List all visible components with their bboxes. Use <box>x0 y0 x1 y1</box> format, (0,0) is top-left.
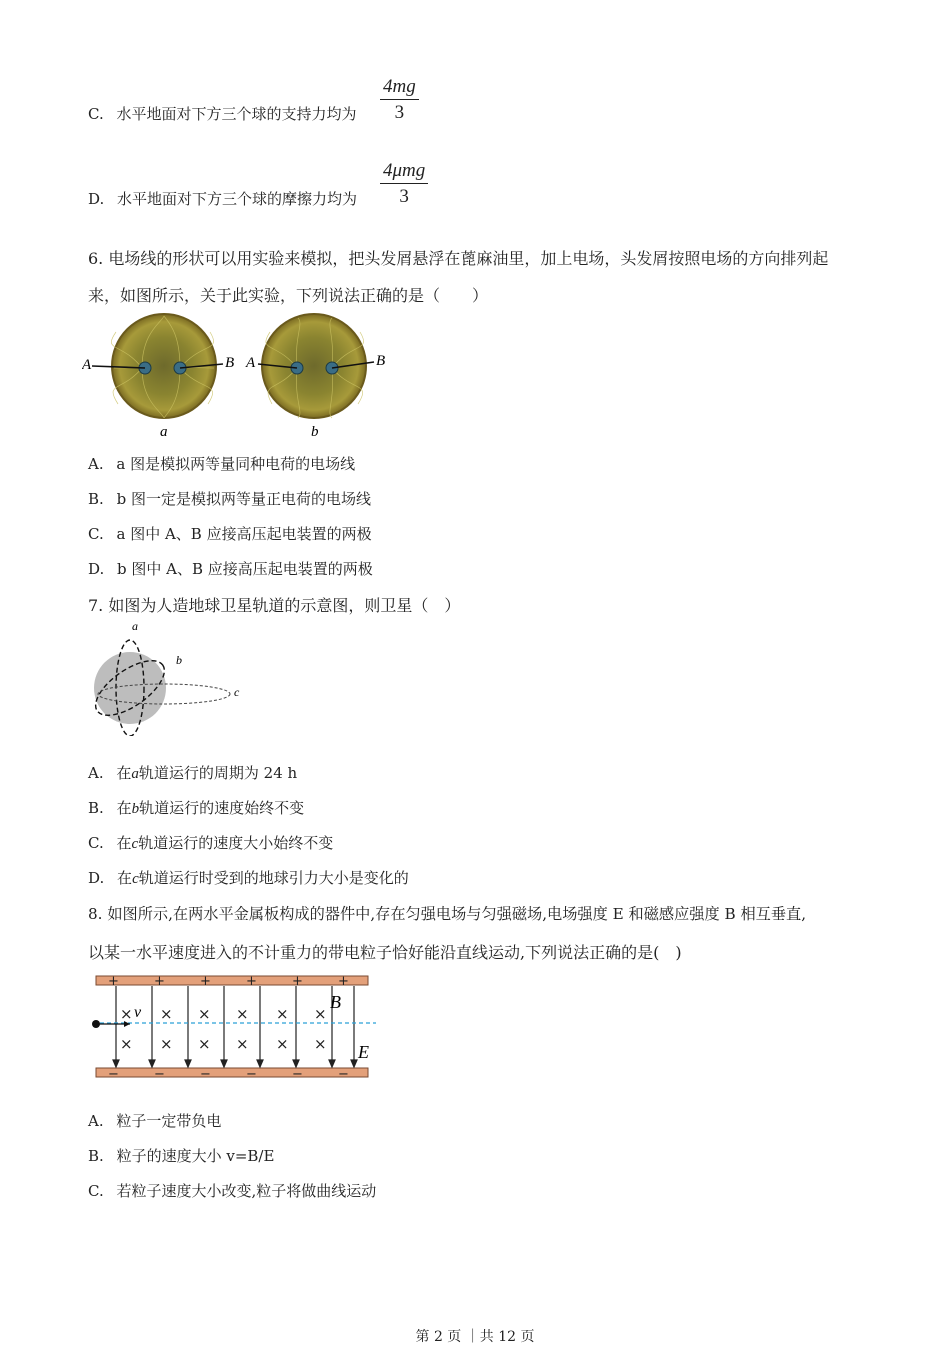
q7-option-a <box>88 762 297 783</box>
E-label: E <box>358 1042 369 1062</box>
option-label: A. <box>88 1112 104 1130</box>
fraction-4mg-3 <box>380 76 419 124</box>
orbit-label-b: b <box>176 653 182 667</box>
option-var: a <box>131 766 139 782</box>
plus-sign: + <box>246 974 257 989</box>
q8-option-a <box>88 1110 221 1131</box>
orbit-label-c: c <box>234 685 240 699</box>
caption-a: a <box>160 424 168 440</box>
q8-option-b <box>88 1145 274 1166</box>
label-B-b: B <box>376 353 386 369</box>
dish-a <box>92 314 223 418</box>
label-B-a: B <box>225 355 235 371</box>
field-arrowhead <box>149 1060 155 1067</box>
plus-sign: + <box>154 974 165 989</box>
minus-sign: − <box>246 1067 257 1082</box>
velocity-selector-figure <box>86 972 386 1082</box>
option-post: 轨道运行时受到的地球引力大小是变化的 <box>138 869 409 887</box>
magnetic-field-cross: × <box>198 1005 211 1023</box>
q7-option-c <box>88 832 333 853</box>
q6-stem-line2: 来，如图所示，关于此实验，下列说法正确的是（ ） <box>88 286 489 305</box>
minus-sign: − <box>200 1067 211 1082</box>
option-label: C. <box>88 834 104 852</box>
option-text: 水平地面对下方三个球的摩擦力均为 <box>117 190 358 208</box>
option-var: b <box>131 801 140 817</box>
plus-sign: + <box>200 974 211 989</box>
field-arrowhead <box>329 1060 335 1067</box>
field-arrowhead <box>185 1060 191 1067</box>
option-pre: 在 <box>116 799 132 817</box>
option-pre: 在 <box>116 834 132 852</box>
magnetic-field-cross: × <box>276 1005 289 1023</box>
q5-option-c <box>88 103 357 124</box>
magnetic-field-cross: × <box>236 1035 249 1053</box>
option-pre: 在 <box>117 869 133 887</box>
plus-sign: + <box>292 974 303 989</box>
q7-stem: 7. 如图为人造地球卫星轨道的示意图，则卫星（ ） <box>88 596 461 615</box>
minus-sign: − <box>108 1067 119 1082</box>
option-label: C. <box>88 525 104 543</box>
field-arrowhead <box>351 1060 357 1067</box>
q7-option-d <box>88 867 409 888</box>
caption-b: b <box>311 424 319 440</box>
option-text: 水平地面对下方三个球的支持力均为 <box>116 105 357 123</box>
velocity-label: v <box>134 1004 142 1021</box>
option-text: a 图中 A、B 应接高压起电装置的两极 <box>116 525 372 543</box>
B-label: B <box>330 992 341 1012</box>
option-text: a 图是模拟两等量同种电荷的电场线 <box>116 455 356 473</box>
option-text: 粒子一定带负电 <box>116 1112 222 1130</box>
fraction-4umg-3 <box>380 160 428 208</box>
magnetic-field-cross: × <box>160 1005 173 1023</box>
option-label: A. <box>88 455 104 473</box>
minus-sign: − <box>292 1067 303 1082</box>
plus-sign: + <box>338 974 349 989</box>
fraction-numerator: 4mg <box>380 76 419 100</box>
q6-option-a <box>88 453 355 474</box>
q6-option-b <box>88 488 371 509</box>
field-arrowhead <box>293 1060 299 1067</box>
dish-b <box>258 314 374 418</box>
magnetic-field-cross: × <box>198 1035 211 1053</box>
label-A-b: A <box>246 355 256 371</box>
magnetic-field-cross: × <box>314 1035 327 1053</box>
option-post: 轨道运行的速度大小始终不变 <box>138 834 334 852</box>
satellite-orbit-figure <box>84 616 254 736</box>
option-text: b 图一定是模拟两等量正电荷的电场线 <box>116 490 371 508</box>
option-post: 轨道运行的周期为 24 h <box>138 764 298 782</box>
q8-stem-line2: 以某一水平速度进入的不计重力的带电粒子恰好能沿直线运动,下列说法正确的是( ) <box>88 943 682 962</box>
electric-field-hair-figure <box>82 312 402 442</box>
plus-sign: + <box>108 974 119 989</box>
q6-option-d <box>88 558 373 579</box>
field-arrowhead <box>113 1060 119 1067</box>
magnetic-field-cross: × <box>276 1035 289 1053</box>
page-footer: 第 2 页 ｜共 12 页 <box>415 1329 535 1345</box>
option-label: B. <box>88 490 104 508</box>
minus-sign: − <box>338 1067 349 1082</box>
option-var: c <box>131 836 139 852</box>
option-label: C. <box>88 1182 104 1200</box>
option-post: 轨道运行的速度始终不变 <box>139 799 305 817</box>
fraction-numerator: 4μmg <box>380 160 428 184</box>
fraction-denominator: 3 <box>394 102 405 123</box>
option-label: D. <box>88 190 105 208</box>
option-text: 粒子的速度大小 v=B/E <box>116 1147 275 1165</box>
option-label: D. <box>88 560 105 578</box>
option-pre: 在 <box>116 764 132 782</box>
option-label: B. <box>88 1147 104 1165</box>
q6-stem-line1: 6. 电场线的形状可以用实验来模拟，把头发屑悬浮在蓖麻油里，加上电场，头发屑按照电场的方向排列起 <box>88 249 829 268</box>
magnetic-field-cross: × <box>160 1035 173 1053</box>
magnetic-field-cross: × <box>236 1005 249 1023</box>
magnetic-field-cross: × <box>314 1005 327 1023</box>
q8-option-c <box>88 1180 376 1201</box>
option-label: B. <box>88 799 104 817</box>
option-label: D. <box>88 869 105 887</box>
label-A-a: A <box>82 357 92 373</box>
field-arrowhead <box>221 1060 227 1067</box>
option-label: A. <box>88 764 104 782</box>
orbit-label-a: a <box>132 619 138 633</box>
option-var: c <box>132 871 139 887</box>
minus-sign: − <box>154 1067 165 1082</box>
q8-stem-line1: 8. 如图所示,在两水平金属板构成的器件中,存在匀强电场与匀强磁场,电场强度 E 和磁感应强度 B 相互垂直, <box>88 905 807 923</box>
magnetic-field-cross: × <box>120 1005 133 1023</box>
fraction-denominator: 3 <box>399 186 409 207</box>
option-text: b 图中 A、B 应接高压起电装置的两极 <box>117 560 373 578</box>
magnetic-field-cross: × <box>120 1035 133 1053</box>
q6-option-c <box>88 523 372 544</box>
option-text: 若粒子速度大小改变,粒子将做曲线运动 <box>116 1182 377 1200</box>
q7-option-b <box>88 797 304 818</box>
field-arrowhead <box>257 1060 263 1067</box>
q5-option-d <box>88 188 357 209</box>
option-label: C. <box>88 105 104 123</box>
